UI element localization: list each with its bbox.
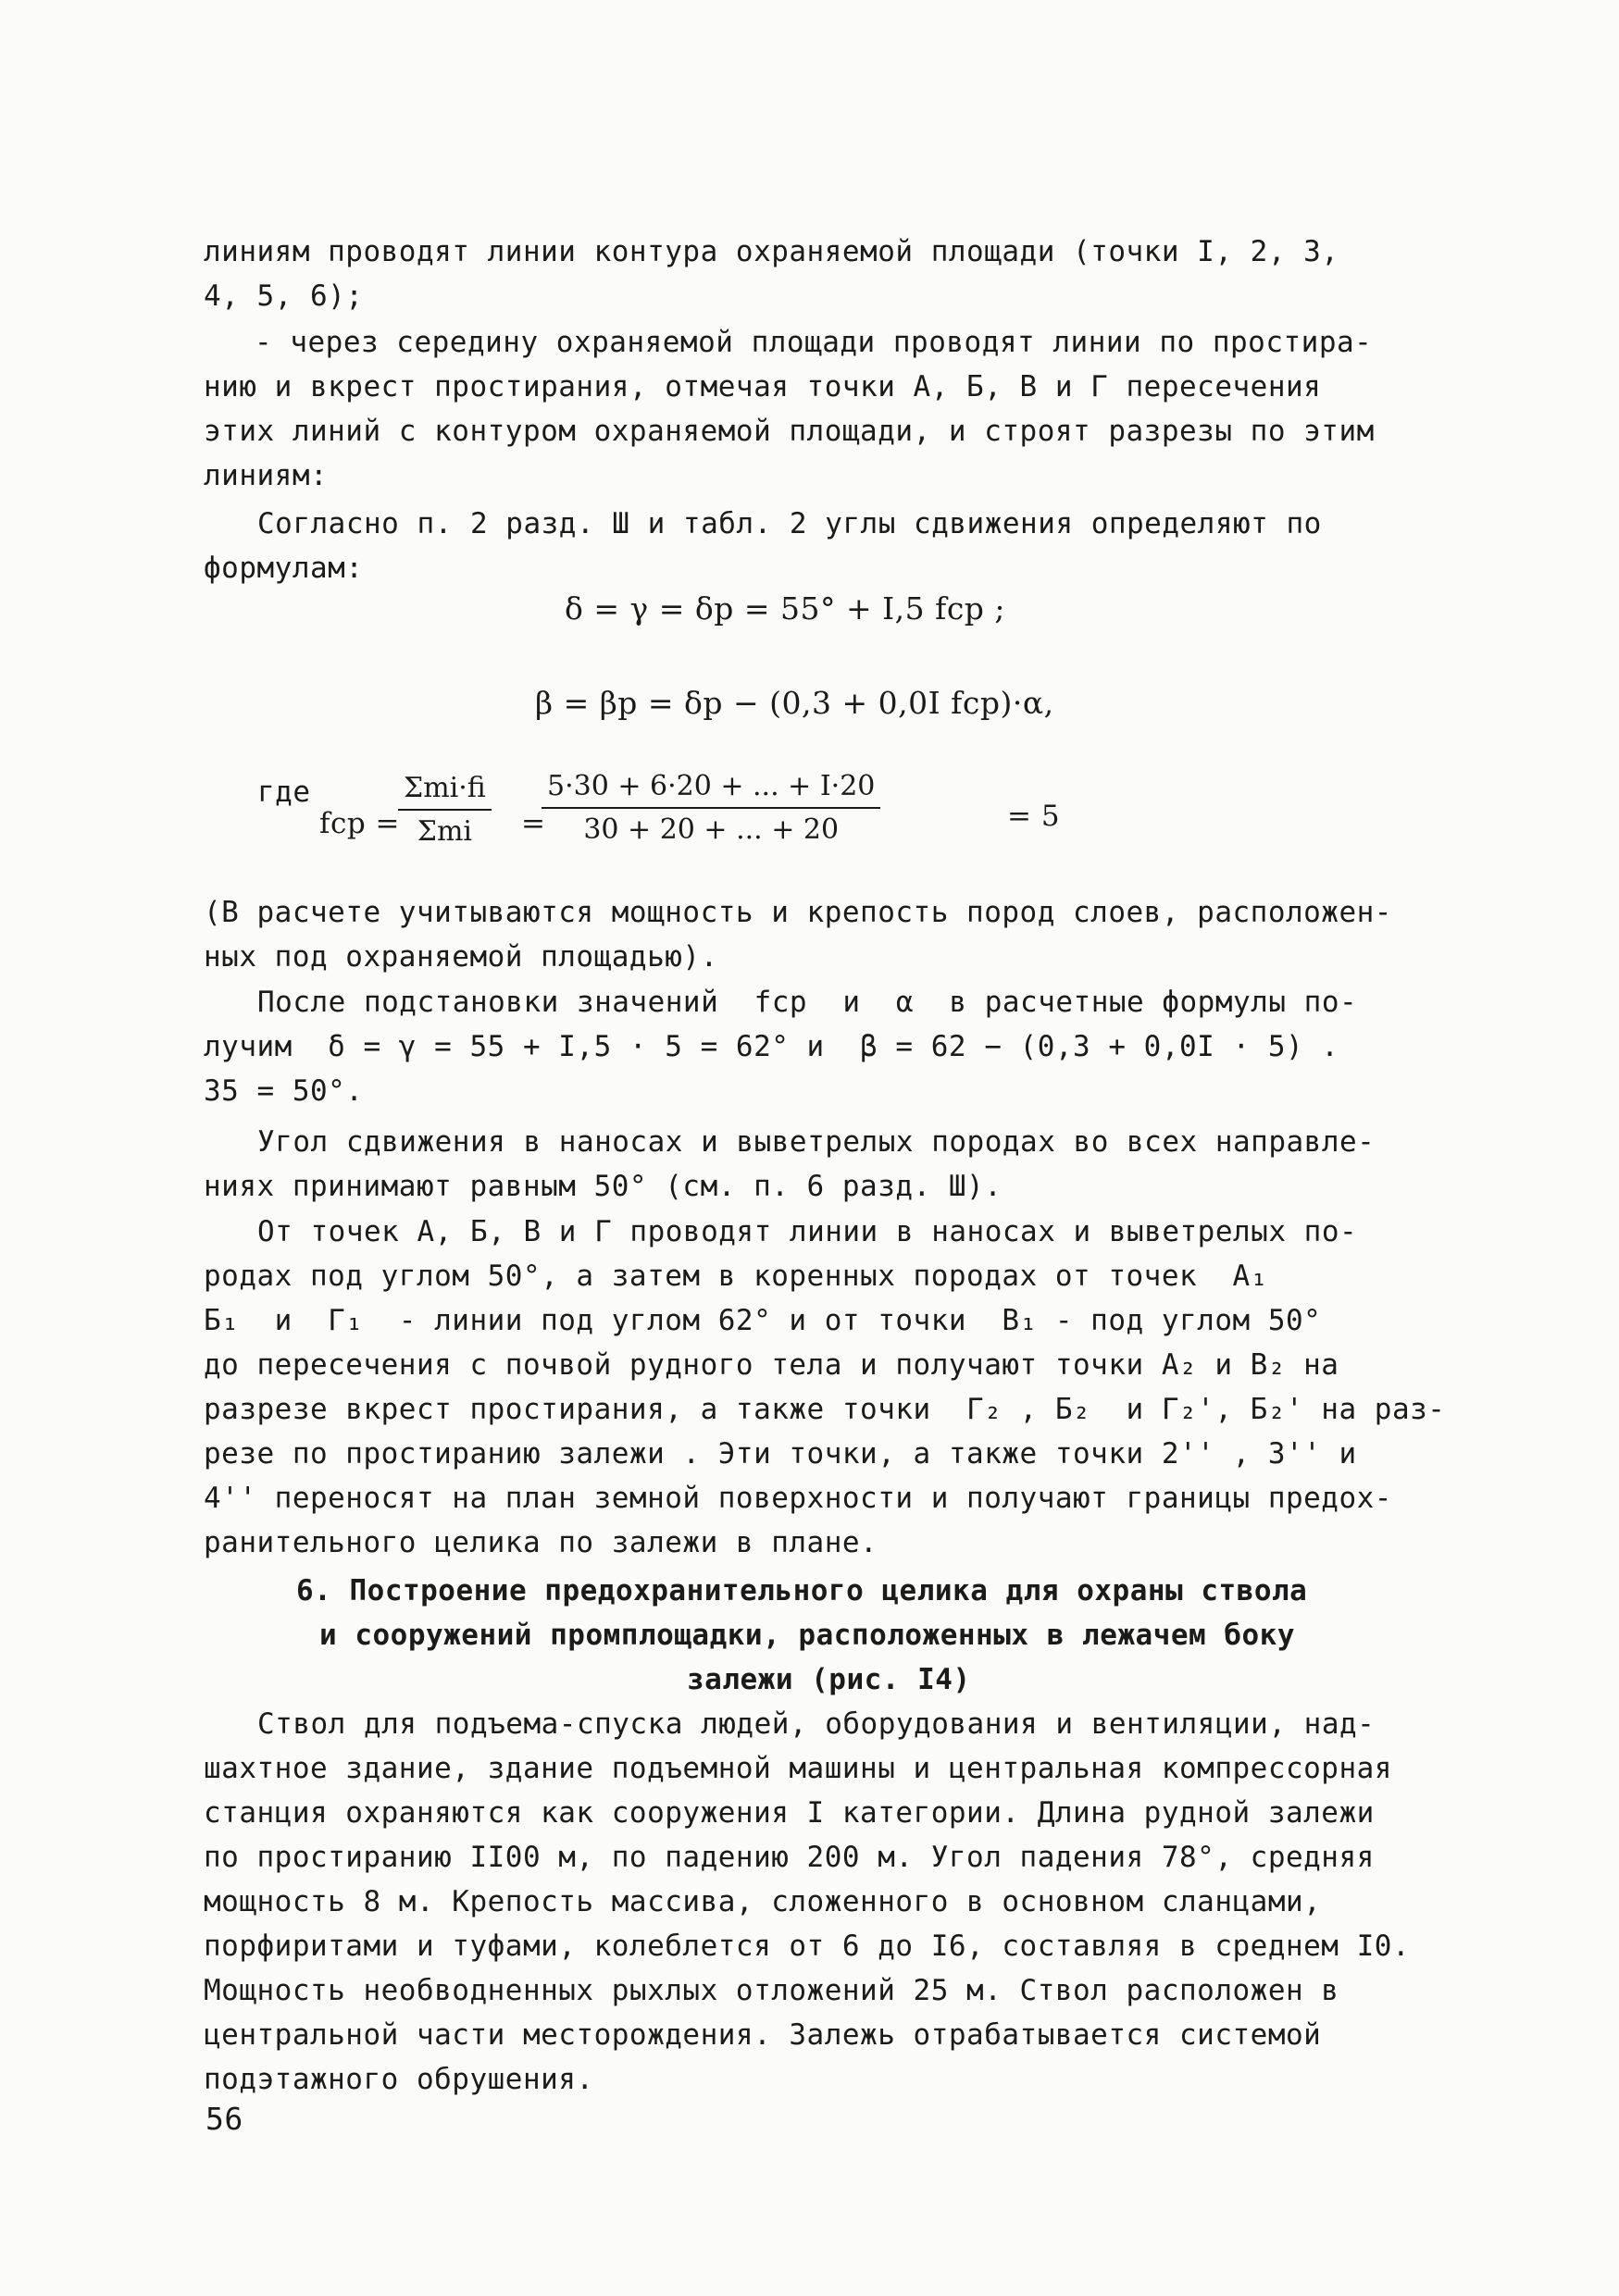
text-line: лучим δ = γ = 55 + I,5 · 5 = 62° и β = 62 − (0,3 + 0,0I · 5) . (204, 1030, 1339, 1063)
text-line: Б₁ и Г₁ - линии под углом 62° и от точки В₁ - под углом 50° (204, 1304, 1322, 1337)
fcp-symbol: fср = (319, 807, 401, 840)
text-line: Угол сдвижения в наносах и выветрелых породах во всех направле- (257, 1125, 1376, 1159)
section-heading: и сооружений промплощадки, расположенных в лежачем боку (319, 1619, 1295, 1652)
text-line: до пересечения с почвой рудного тела и получают точки А₂ и В₂ на (204, 1348, 1339, 1382)
text-line: От точек А, Б, В и Г проводят линии в наносах и выветрелых по- (257, 1215, 1358, 1248)
text-line: Мощность необводненных рыхлых отложений 25 м. Ствол расположен в (204, 1974, 1339, 2007)
formula-delta: δ = γ = δр = 55° + I,5 fср ; (565, 590, 1006, 627)
section-heading: 6. Построение предохранительного целика для охраны ствола (296, 1574, 1308, 1607)
text-line: станция охраняются как сооружения I категории. Длина рудной залежи (204, 1796, 1375, 1830)
text-line: ранительного целика по залежи в плане. (204, 1526, 878, 1559)
text-line: этих линий с контуром охраняемой площади, и строят разрезы по этим (204, 415, 1375, 448)
section-heading: залежи (рис. I4) (687, 1663, 971, 1696)
text-line: подэтажного обрушения. (204, 2063, 594, 2096)
text-line: центральной части месторождения. Залежь отрабатывается системой (204, 2018, 1322, 2052)
equals-sign: = (521, 807, 546, 840)
text-line: формулам: (204, 552, 364, 585)
text-line: ниях принимают равным 50° (см. п. 6 разд. Ш). (204, 1170, 1003, 1203)
text-line: Согласно п. 2 разд. Ш и табл. 2 углы сдвижения определяют по (257, 507, 1322, 540)
text-line: Ствол для подъема-спуска людей, оборудования и вентиляции, над- (257, 1707, 1376, 1741)
fcp-fraction-numeric (542, 770, 880, 846)
text-line: (В расчете учитываются мощность и крепость пород слоев, расположен- (204, 896, 1392, 929)
text-line: нию и вкрест простирания, отмечая точки А, Б, В и Г пересечения (204, 370, 1322, 403)
text-line: мощность 8 м. Крепость массива, сложенного в основном сланцами, (204, 1885, 1322, 1918)
text-line: 35 = 50°. (204, 1074, 364, 1108)
text-line: ных под охраняемой площадью). (204, 940, 718, 974)
text-line: по простиранию II00 м, по падению 200 м. Угол падения 78°, средняя (204, 1841, 1375, 1874)
fraction-denominator: Σmi (417, 815, 473, 848)
text-line: После подстановки значений fср и α в расчетные формулы по- (257, 986, 1358, 1019)
text-line: линиям проводят линии контура охраняемой площади (точки I, 2, 3, (204, 235, 1339, 268)
fraction-numerator: 5·30 + 6·20 + ... + I·20 (542, 770, 880, 809)
text-line: разрезе вкрест простирания, а также точки Г₂ , Б₂ и Г₂', Б₂' на раз- (204, 1393, 1446, 1426)
fraction-numerator: Σmi·fi (398, 772, 492, 811)
text-line: шахтное здание, здание подъемной машины и центральная компрессорная (204, 1752, 1392, 1785)
text-line: - через середину охраняемой площади проводят линии по простира- (255, 326, 1373, 359)
fcp-fraction-symbolic (398, 772, 492, 848)
where-word: где (257, 776, 311, 809)
text-line: родах под углом 50°, а затем в коренных породах от точек А₁ (204, 1260, 1268, 1293)
text-line: 4, 5, 6); (204, 279, 364, 313)
fraction-denominator: 30 + 20 + ... + 20 (583, 813, 840, 846)
page-number: 56 (205, 2101, 243, 2137)
text-line: линиям: (204, 459, 329, 492)
formula-beta: β = βр = δр − (0,3 + 0,0I fср)·α, (535, 685, 1054, 721)
fcp-result: = 5 (1007, 800, 1061, 833)
text-line: резе по простиранию залежи . Эти точки, а также точки 2'' , 3'' и (204, 1437, 1357, 1471)
text-line: 4'' переносят на план земной поверхности и получают границы предох- (204, 1482, 1392, 1515)
text-line: порфиритами и туфами, колеблется от 6 до I6, составляя в среднем I0. (204, 1930, 1411, 1963)
